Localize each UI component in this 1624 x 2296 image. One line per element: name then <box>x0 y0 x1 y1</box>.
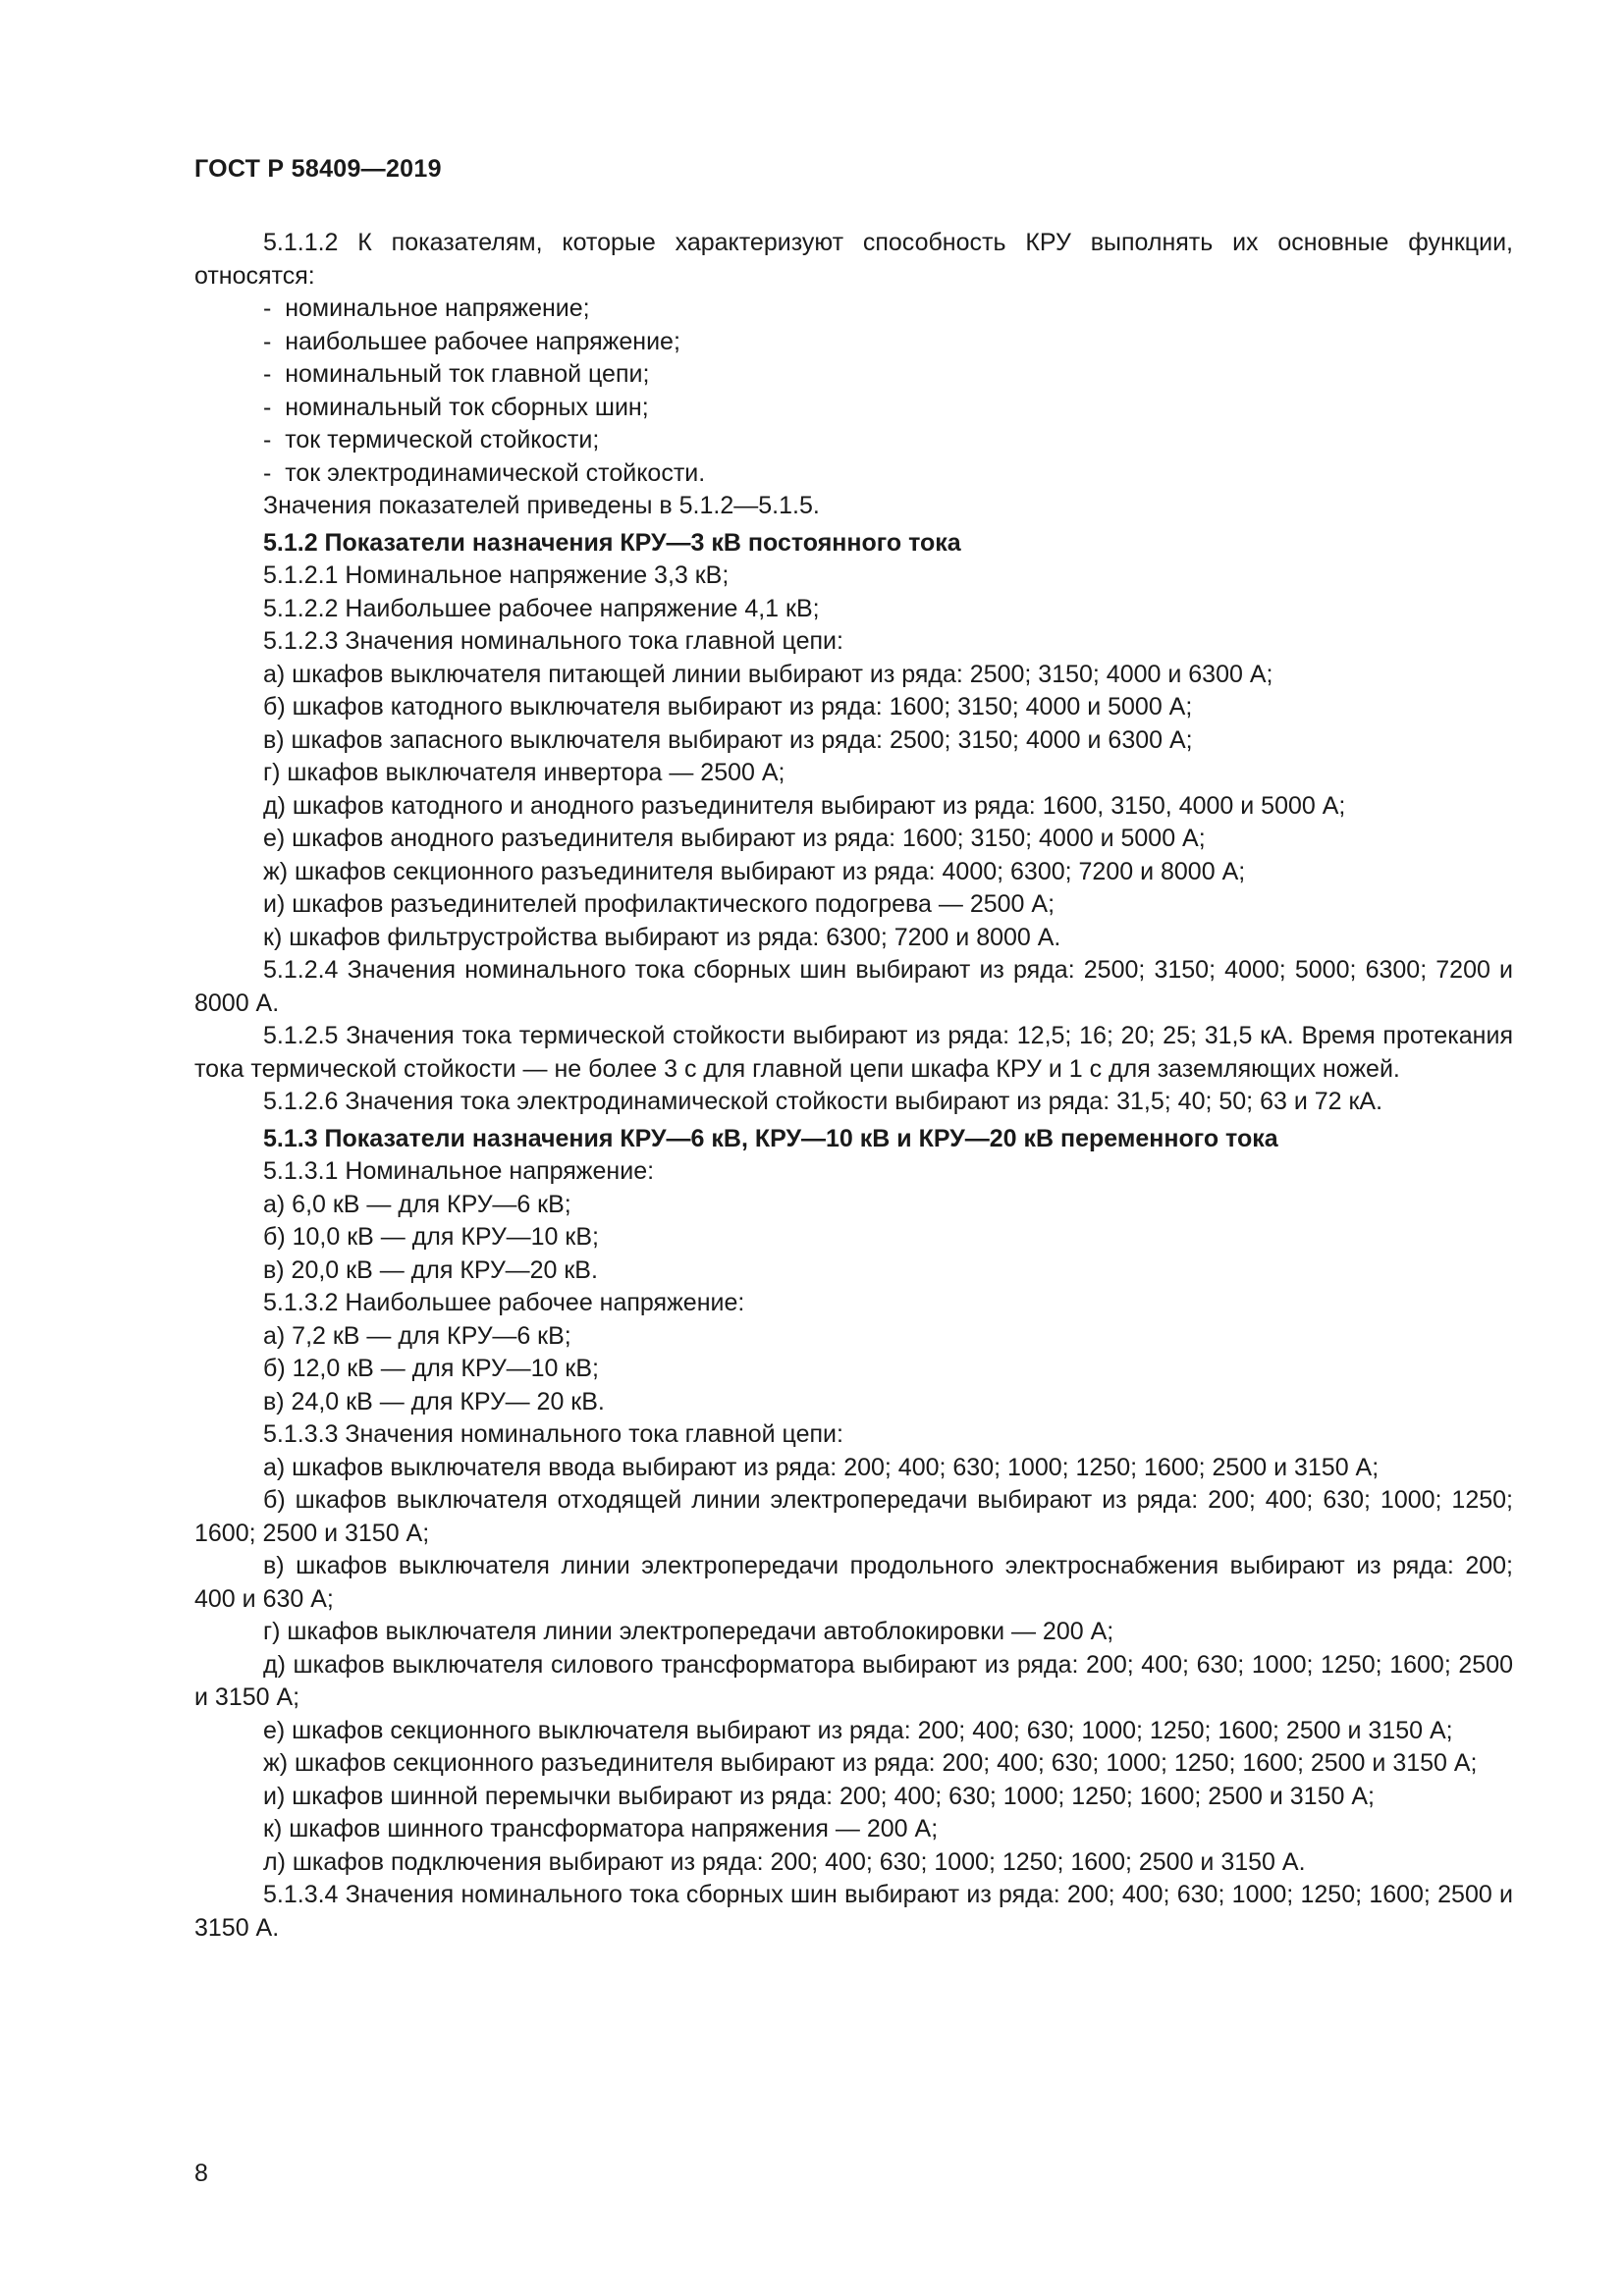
paragraph-5-1-2-1: 5.1.2.1 Номинальное напряжение 3,3 кВ; <box>263 561 730 589</box>
list-item: в) 24,0 кВ — для КРУ— 20 кВ. <box>263 1387 605 1415</box>
list-item: а) шкафов выключателя ввода выбирают из ряда: 200; 400; 630; 1000; 1250; 1600; 2500 и 3150 А; <box>263 1453 1380 1481</box>
list-item: б) шкафов катодного выключателя выбирают из ряда: 1600; 3150; 4000 и 5000 А; <box>263 693 1193 721</box>
values-reference: Значения показателей приведены в 5.1.2—5.1.5. <box>263 492 820 519</box>
paragraph-5-1-3-1: 5.1.3.1 Номинальное напряжение: <box>263 1157 655 1185</box>
page-number: 8 <box>194 2160 208 2187</box>
paragraph-5-1-2-5: 5.1.2.5 Значения тока термической стойкости выбирают из ряда: 12,5; 16; 20; 25; 31,5 кА. Время протекания тока термической стойкости — не более 3 с для главной цепи шкафа КРУ и 1 с для заземляющих ножей. <box>194 1022 1513 1083</box>
list-item: в) 20,0 кВ — для КРУ—20 кВ. <box>263 1255 598 1284</box>
document-header: ГОСТ Р 58409—2019 <box>194 155 442 183</box>
list-item: е) шкафов секционного выключателя выбирают из ряда: 200; 400; 630; 1000; 1250; 1600; 2500 и 3150 А; <box>263 1716 1453 1744</box>
list-item: и) шкафов шинной перемычки выбирают из ряда: 200; 400; 630; 1000; 1250; 1600; 2500 и 3150 А; <box>263 1782 1375 1810</box>
paragraph-5-1-2-3: 5.1.2.3 Значения номинального тока главной цепи: <box>263 627 843 655</box>
list-item: - номинальный ток главной цепи; <box>194 358 1513 392</box>
list-item: д) шкафов выключателя силового трансформатора выбирают из ряда: 200; 400; 630; 1000; 1250; 1600; 2500 и 3150 А; <box>194 1650 1513 1711</box>
list-item: а) 7,2 кВ — для КРУ—6 кВ; <box>263 1321 571 1350</box>
list-item: и) шкафов разъединителей профилактического подогрева — 2500 А; <box>263 890 1056 918</box>
paragraph-5-1-2-2: 5.1.2.2 Наибольшее рабочее напряжение 4,1 кВ; <box>263 594 820 622</box>
paragraph-5-1-1-2: 5.1.1.2 К показателям, которые характеризуют способность КРУ выполнять их основные функции, относятся: <box>194 229 1513 290</box>
document-body <box>194 227 1513 1945</box>
list-item: в) шкафов запасного выключателя выбирают из ряда: 2500; 3150; 4000 и 6300 А; <box>263 725 1193 754</box>
list-item: - ток электродинамической стойкости. <box>194 457 1513 491</box>
list-item: б) 12,0 кВ — для КРУ—10 кВ; <box>263 1355 599 1382</box>
list-item: - номинальное напряжение; <box>194 293 1513 326</box>
section-heading-5-1-3: 5.1.3 Показатели назначения КРУ—6 кВ, КРУ—10 кВ и КРУ—20 кВ переменного тока <box>263 1124 1278 1152</box>
list-item: б) 10,0 кВ — для КРУ—10 кВ; <box>263 1223 599 1251</box>
section-heading-5-1-2: 5.1.2 Показатели назначения КРУ—3 кВ постоянного тока <box>263 528 961 557</box>
list-item: е) шкафов анодного разъединителя выбирают из ряда: 1600; 3150; 4000 и 5000 А; <box>263 825 1206 852</box>
list-item: к) шкафов шинного трансформатора напряжения — 200 А; <box>263 1815 939 1842</box>
paragraph-5-1-3-2: 5.1.3.2 Наибольшее рабочее напряжение: <box>263 1289 745 1316</box>
paragraph-5-1-2-6: 5.1.2.6 Значения тока электродинамической стойкости выбирают из ряда: 31,5; 40; 50; 63 и 72 кА. <box>263 1088 1383 1115</box>
list-item: ж) шкафов секционного разъединителя выбирают из ряда: 200; 400; 630; 1000; 1250; 1600; 2500 и 3150 А; <box>263 1749 1478 1777</box>
list-item: л) шкафов подключения выбирают из ряда: 200; 400; 630; 1000; 1250; 1600; 2500 и 3150 А. <box>263 1847 1306 1876</box>
list-item: г) шкафов выключателя линии электропередачи автоблокировки — 200 А; <box>263 1618 1114 1645</box>
paragraph-5-1-3-4: 5.1.3.4 Значения номинального тока сборных шин выбирают из ряда: 200; 400; 630; 1000; 1250; 1600; 2500 и 3150 А. <box>194 1881 1513 1942</box>
list-item: а) шкафов выключателя питающей линии выбирают из ряда: 2500; 3150; 4000 и 6300 А; <box>263 660 1273 688</box>
list-item: в) шкафов выключателя линии электропередачи продольного электроснабжения выбирают из ряда: 200; 400 и 630 А; <box>194 1552 1513 1613</box>
list-item: ж) шкафов секционного разъединителя выбирают из ряда: 4000; 6300; 7200 и 8000 А; <box>263 857 1246 885</box>
list-item: г) шкафов выключателя инвертора — 2500 А; <box>263 759 785 786</box>
paragraph-5-1-2-4: 5.1.2.4 Значения номинального тока сборных шин выбирают из ряда: 2500; 3150; 4000; 5000; 6300; 7200 и 8000 А. <box>194 956 1513 1017</box>
list-item: к) шкафов фильтрустройства выбирают из ряда: 6300; 7200 и 8000 А. <box>263 923 1061 951</box>
paragraph-5-1-3-3: 5.1.3.3 Значения номинального тока главной цепи: <box>263 1420 843 1448</box>
list-item: д) шкафов катодного и анодного разъединителя выбирают из ряда: 1600, 3150, 4000 и 5000 А; <box>263 791 1346 820</box>
list-item: б) шкафов выключателя отходящей линии электропередачи выбирают из ряда: 200; 400; 630; 1000; 1250; 1600; 2500 и 3150 А; <box>194 1486 1513 1547</box>
list-item: а) 6,0 кВ — для КРУ—6 кВ; <box>263 1190 571 1218</box>
list-item: - ток термической стойкости; <box>194 424 1513 457</box>
list-item: - наибольшее рабочее напряжение; <box>194 326 1513 359</box>
list-item: - номинальный ток сборных шин; <box>194 392 1513 425</box>
